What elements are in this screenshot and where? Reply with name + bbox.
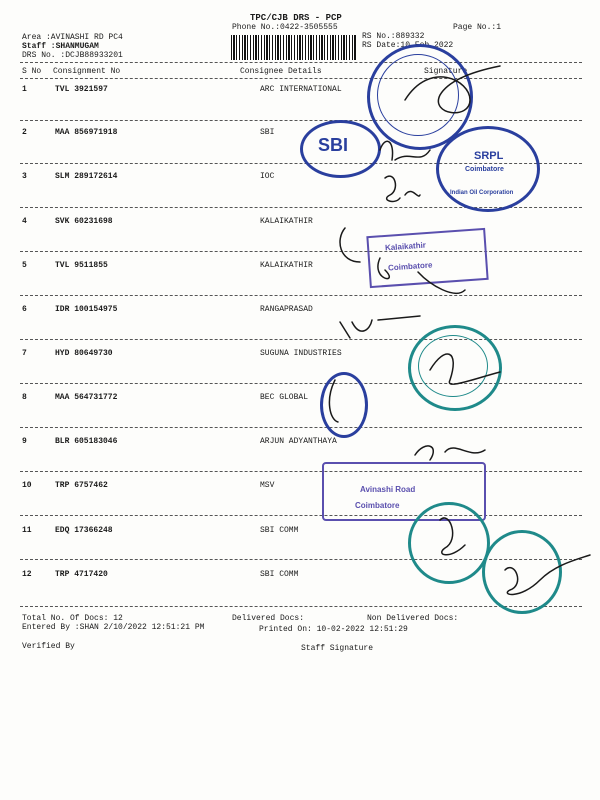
msv-stamp-line2: Coimbatore <box>355 501 400 510</box>
row-6-consignee: RANGAPRASAD <box>260 305 313 314</box>
row-9-consignment: BLR 605183046 <box>55 437 118 446</box>
sbi-stamp-logo: SBI <box>318 135 349 155</box>
signature-row-3 <box>385 176 420 201</box>
signature-row-2 <box>380 141 430 160</box>
signature-row-11 <box>440 518 465 555</box>
staff-signature-label: Staff Signature <box>301 644 374 653</box>
row-6-sno: 6 <box>22 305 27 314</box>
column-signature: Signature <box>424 67 468 76</box>
row-7-consignee: SUGUNA INDUSTRIES <box>260 349 342 358</box>
row-1-consignment: TVL 3921597 <box>55 85 108 94</box>
row-2-consignment: MAA 856971918 <box>55 128 118 137</box>
srpl-stamp-text: SRPL <box>474 150 504 162</box>
column-sno: S No <box>22 67 42 76</box>
row-2-sno: 2 <box>22 128 27 137</box>
row-3-sno: 3 <box>22 172 27 181</box>
delivered-docs: Delivered Docs: <box>232 614 305 623</box>
document-title: TPC/CJB DRS - PCP <box>250 13 342 23</box>
row-5-sno: 5 <box>22 261 27 270</box>
phone-number: Phone No.:0422-3505555 <box>232 23 338 32</box>
iocl-stamp-text: Indian Oil Corporation <box>450 190 514 196</box>
non-delivered-docs: Non Delivered Docs: <box>367 614 459 623</box>
drs-number: DRS No. :DCJB88933201 <box>22 51 123 60</box>
row-5-consignee: KALAIKATHIR <box>260 261 313 270</box>
row-7-consignment: HYD 80649730 <box>55 349 113 358</box>
row-12-sno: 12 <box>22 570 32 579</box>
row-11-consignee: SBI COMM <box>260 526 299 535</box>
area-label: Area :AVINASHI RD PC4 <box>22 33 123 42</box>
msv-stamp-line1: Avinashi Road <box>360 485 416 494</box>
column-consignment: Consignment No <box>53 67 121 76</box>
row-4-consignment: SVK 60231698 <box>55 217 113 226</box>
row-1-sno: 1 <box>22 85 27 94</box>
row-8-consignment: MAA 564731772 <box>55 393 118 402</box>
row-8-consignee: BEC GLOBAL <box>260 393 309 402</box>
signature-row-4 <box>340 228 360 262</box>
kalaikathir-stamp-line2: Coimbatore <box>387 260 433 273</box>
signature-row-5 <box>378 258 465 293</box>
row-10-consignment: TRP 6757462 <box>55 481 108 490</box>
row-8-sno: 8 <box>22 393 27 402</box>
row-4-consignee: KALAIKATHIR <box>260 217 313 226</box>
row-10-sno: 10 <box>22 481 32 490</box>
kalaikathir-stamp-line1: Kalaikathir <box>384 240 427 253</box>
signature-row-12 <box>505 555 590 594</box>
page-number: Page No.:1 <box>453 23 502 32</box>
total-docs: Total No. Of Docs: 12 <box>22 614 123 623</box>
row-12-consignee: SBI COMM <box>260 570 299 579</box>
verified-by: Verified By <box>22 642 75 651</box>
row-9-sno: 9 <box>22 437 27 446</box>
rs-date: RS Date:10 Feb 2022 <box>362 41 454 50</box>
signature-row-6 <box>340 316 420 338</box>
row-3-consignee: IOC <box>260 172 275 181</box>
row-2-consignee: SBI <box>260 128 275 137</box>
column-consignee: Consignee Details <box>240 67 322 76</box>
row-6-consignment: IDR 100154975 <box>55 305 118 314</box>
srpl-stamp-city: Coimbatore <box>465 166 504 173</box>
row-7-sno: 7 <box>22 349 27 358</box>
row-11-consignment: EDQ 17366248 <box>55 526 113 535</box>
row-1-consignee: ARC INTERNATIONAL <box>260 85 342 94</box>
row-9-consignee: ARJUN ADYANTHAYA <box>260 437 337 446</box>
row-5-consignment: TVL 9511855 <box>55 261 108 270</box>
printed-on: Printed On: 10-02-2022 12:51:29 <box>259 625 408 634</box>
signature-row-8 <box>329 380 338 422</box>
row-10-consignee: MSV <box>260 481 275 490</box>
row-12-consignment: TRP 4717420 <box>55 570 108 579</box>
entered-by: Entered By :SHAN 2/10/2022 12:51:21 PM <box>22 623 205 632</box>
signature-row-7 <box>430 354 500 384</box>
row-11-sno: 11 <box>22 526 32 535</box>
row-4-sno: 4 <box>22 217 27 226</box>
signature-row-1 <box>405 66 500 113</box>
rs-number: RS No.:889332 <box>362 32 425 41</box>
staff-label: Staff :SHANMUGAM <box>22 42 99 51</box>
row-3-consignment: SLM 289172614 <box>55 172 118 181</box>
signature-row-9 <box>415 446 485 460</box>
